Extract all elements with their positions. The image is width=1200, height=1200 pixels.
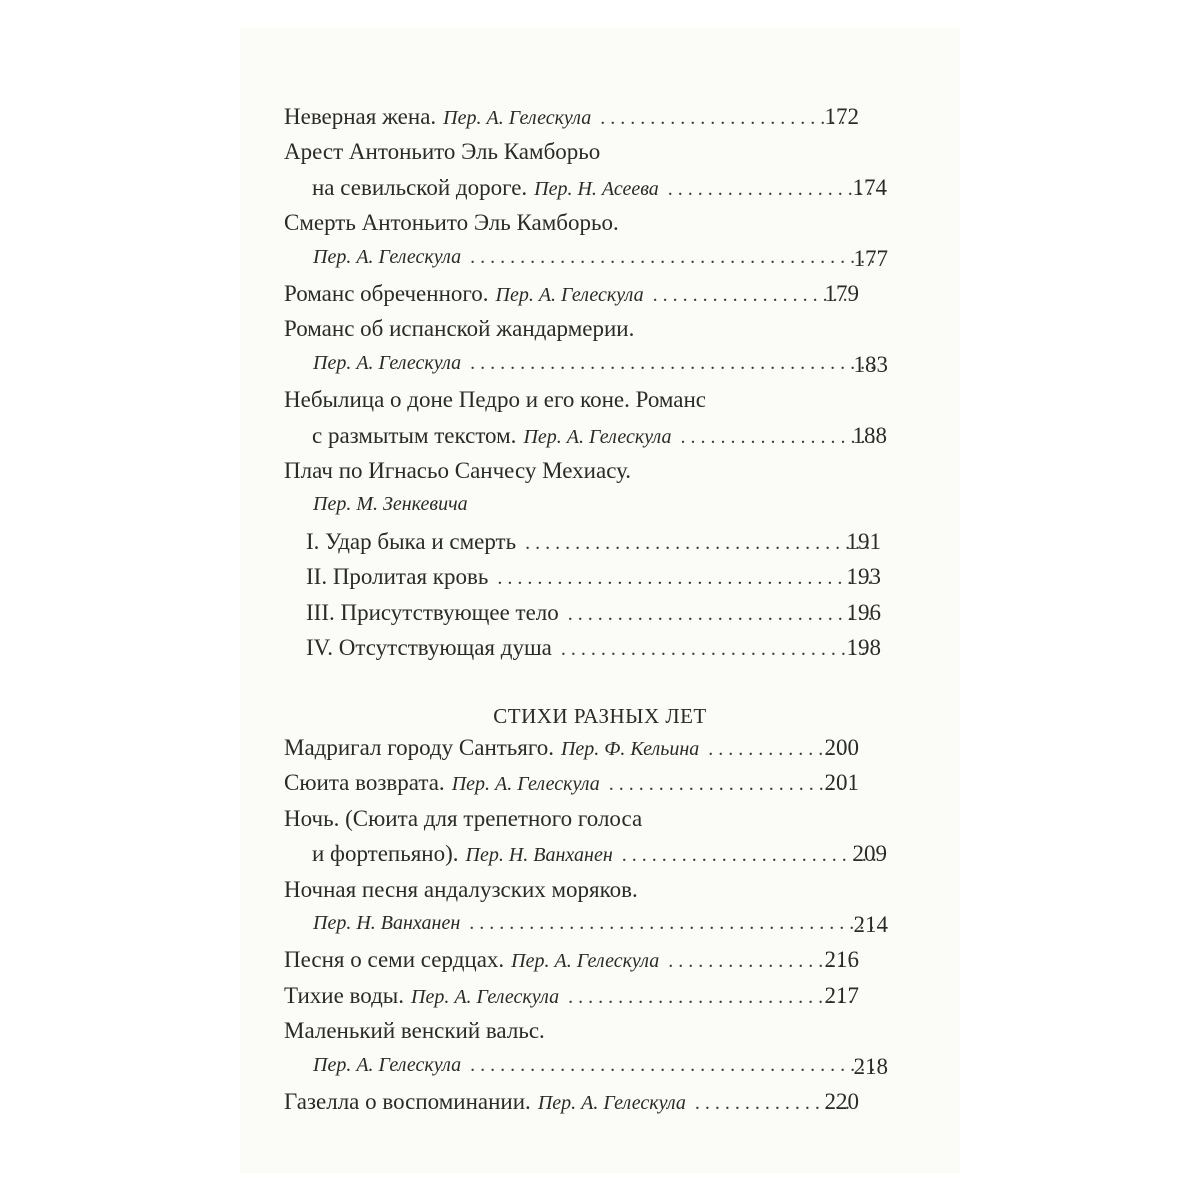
toc-entry-title: Смерть Антоньито Эль Камборьо. (284, 210, 619, 236)
toc-entry-translator: Пер. А. Гелескула (523, 425, 672, 448)
toc-entry-translator: Пер. А. Гелескула (313, 1053, 462, 1076)
toc-entry[interactable] (284, 735, 859, 771)
toc-entry-translator: Пер. Ф. Кельина (560, 738, 700, 760)
toc-entry-title: на севильской дороге. (312, 174, 528, 200)
toc-entry-translator: Пер. А. Гелескула (443, 107, 592, 129)
toc-entry[interactable] (284, 387, 859, 423)
dot-leader (653, 284, 851, 307)
toc-entry[interactable] (284, 352, 888, 388)
toc-entry-page-number: 218 (853, 1053, 888, 1079)
toc-entry[interactable] (284, 770, 859, 806)
toc-entry[interactable] (284, 1018, 859, 1054)
toc-entry-title: Неверная жена. (284, 104, 437, 129)
dot-leader (568, 603, 873, 626)
toc-entry[interactable] (284, 600, 881, 636)
toc-entry-title: Ночь. (Сюита для трепетного голоса (284, 805, 643, 831)
toc-entry[interactable] (284, 246, 888, 282)
toc-entry-translator: Пер. А. Гелескула (495, 284, 644, 306)
toc-entry-page-number: 220 (824, 1089, 859, 1114)
toc-entry-title: Песня о семи сердцах. (284, 947, 505, 973)
toc-entry-page-number: 183 (853, 351, 888, 377)
toc-entry-page-number: 188 (852, 422, 887, 448)
toc-entry-title: Романс об испанской жандармерии. (284, 316, 635, 342)
toc-entry-title: Романс обреченного. (284, 281, 489, 306)
toc-entry[interactable] (284, 529, 881, 565)
toc-entry-title: I. Удар быка и смерть (306, 528, 517, 554)
toc-entry-page-number: 191 (846, 528, 881, 554)
toc-entry[interactable] (284, 281, 859, 317)
section-heading: СТИХИ РАЗНЫХ ЛЕТ (493, 704, 707, 728)
toc-entry-page-number: 214 (853, 912, 888, 937)
toc-entry[interactable] (284, 841, 887, 877)
toc-entry[interactable] (284, 635, 881, 671)
toc-entry[interactable] (284, 947, 859, 983)
toc-entry-page-number: 172 (824, 104, 859, 129)
dot-leader (681, 426, 879, 449)
toc-entry[interactable] (284, 806, 859, 842)
toc-entry[interactable] (284, 139, 859, 175)
toc-entry[interactable] (284, 493, 888, 529)
toc-entry[interactable] (284, 104, 859, 140)
toc-entry-page-number: 201 (824, 770, 859, 796)
toc-entry[interactable] (284, 1054, 888, 1090)
dot-leader (470, 352, 880, 375)
toc-entry-title: Газелла о воспоминании. (284, 1089, 531, 1114)
toc-entry-title: Сюита возврата. (284, 770, 445, 796)
toc-entry-title: Арест Антоньито Эль Камборьо (284, 139, 601, 165)
dot-leader (600, 107, 851, 130)
dot-leader (525, 532, 873, 555)
toc-entry-title: с размытым текстом. (312, 422, 517, 448)
toc-entry-translator: Пер. М. Зенкевича (313, 493, 468, 516)
toc-entry[interactable] (284, 1089, 859, 1125)
dot-leader (668, 178, 879, 201)
toc-entry-page-number: 196 (846, 599, 881, 625)
toc-entry-title: II. Пролитая кровь (306, 564, 489, 590)
toc-entry-translator: Пер. А. Гелескула (313, 245, 462, 268)
toc-entry[interactable] (284, 458, 859, 494)
toc-entry-translator: Пер. А. Гелескула (537, 1092, 686, 1114)
toc-entry[interactable] (284, 210, 859, 246)
toc-entry[interactable] (284, 912, 888, 948)
toc-entry-translator: Пер. А. Гелескула (511, 950, 660, 973)
toc-entry[interactable] (284, 316, 859, 352)
toc-entry-page-number: 198 (846, 635, 881, 660)
dot-leader (609, 773, 851, 796)
toc-entry-translator: Пер. А. Гелескула (451, 773, 600, 796)
dot-leader (470, 1054, 880, 1077)
table-of-contents (240, 28, 960, 1173)
toc-entry-title: III. Присутствующее тело (306, 599, 559, 625)
toc-entry-page-number: 217 (824, 982, 859, 1008)
toc-entry-title: IV. Отсутствующая душа (306, 635, 552, 660)
dot-leader (497, 567, 873, 590)
toc-entry-translator: Пер. А. Гелескула (313, 351, 462, 374)
toc-entry-title: Мадригал городу Сантьяго. (284, 735, 554, 760)
dot-leader (561, 638, 873, 661)
toc-entry-title: Тихие воды. (284, 982, 404, 1008)
toc-entry-page-number: 200 (824, 735, 859, 760)
dot-leader (622, 844, 879, 867)
toc-entry-translator: Пер. Н. Ванханен (465, 844, 613, 867)
dot-leader (470, 246, 880, 269)
dot-leader (469, 912, 880, 935)
toc-entry[interactable] (284, 175, 887, 211)
toc-entry-title: Небылица о доне Педро и его коне. Романс (284, 387, 707, 413)
toc-entry-page-number: 174 (852, 174, 887, 200)
toc-entry-translator: Пер. Н. Асеева (534, 177, 659, 200)
toc-entry-page-number: 179 (824, 281, 859, 306)
toc-entry-page-number: 177 (853, 245, 888, 271)
toc-entry-title: и фортепьяно). (312, 841, 459, 867)
toc-entry-title: Плач по Игнасьо Санчесу Мехиасу. (284, 458, 632, 483)
dot-leader (568, 986, 851, 1009)
toc-entry-page-number: 209 (852, 841, 887, 867)
toc-entry-title: Маленький венский вальс. (284, 1018, 545, 1044)
toc-entry[interactable] (284, 423, 887, 459)
toc-entry-translator: Пер. Н. Ванханен (313, 912, 461, 934)
toc-entry-title: Ночная песня андалузских моряков. (284, 876, 638, 902)
toc-entry[interactable] (284, 877, 859, 913)
toc-entry[interactable] (284, 564, 881, 600)
toc-entry-page-number: 193 (846, 564, 881, 590)
book-page (240, 28, 960, 1173)
toc-entry-translator: Пер. А. Гелескула (411, 985, 560, 1008)
toc-entry[interactable] (284, 983, 859, 1019)
toc-entry-page-number: 216 (824, 947, 859, 973)
